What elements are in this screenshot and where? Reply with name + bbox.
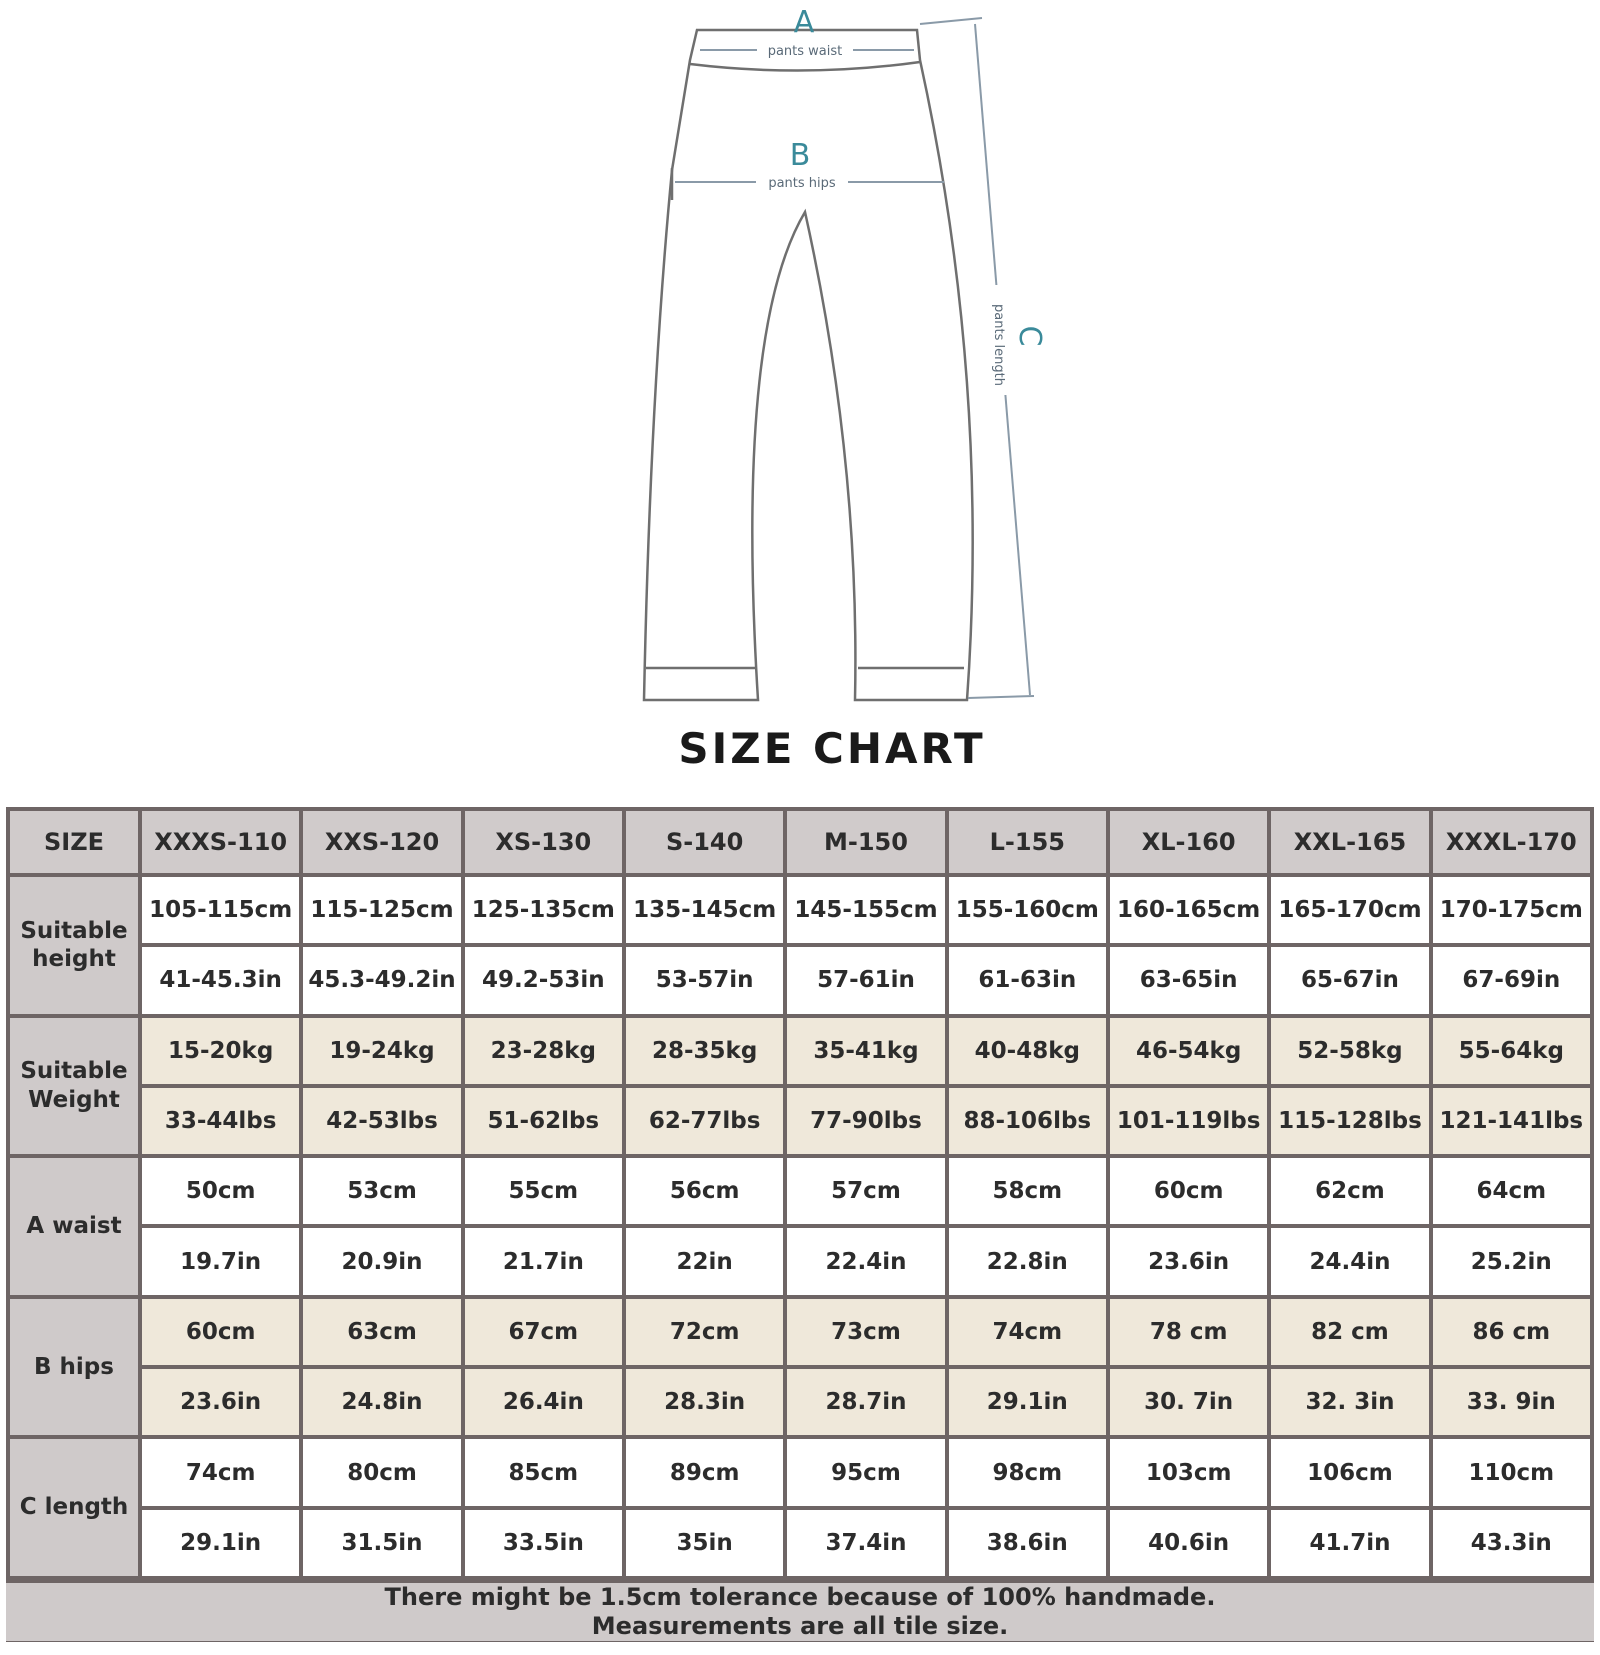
size-header-cell: XXL-165 xyxy=(1271,811,1428,873)
measurement-label: Suitable Weight xyxy=(10,1018,138,1155)
table-cell: 125-135cm xyxy=(465,877,622,943)
table-cell: 145-155cm xyxy=(787,877,944,943)
table-cell: 74cm xyxy=(142,1439,299,1505)
table-row xyxy=(10,1369,1590,1435)
table-cell: 23-28kg xyxy=(465,1018,622,1084)
table-cell: 67-69in xyxy=(1433,947,1590,1013)
table-cell: 32. 3in xyxy=(1271,1369,1428,1435)
table-cell: 19.7in xyxy=(142,1228,299,1294)
table-cell: 55cm xyxy=(465,1158,622,1224)
table-cell: 19-24kg xyxy=(303,1018,460,1084)
table-cell: 78 cm xyxy=(1110,1299,1267,1365)
size-header-cell: XXS-120 xyxy=(303,811,460,873)
hips-letter: B xyxy=(789,138,811,173)
table-cell: 60cm xyxy=(142,1299,299,1365)
tolerance-note xyxy=(6,1583,1594,1641)
table-cell: 155-160cm xyxy=(949,877,1106,943)
table-cell: 35-41kg xyxy=(787,1018,944,1084)
size-header-cell: XS-130 xyxy=(465,811,622,873)
table-cell: 42-53lbs xyxy=(303,1088,460,1154)
table-cell: 22.4in xyxy=(787,1228,944,1294)
table-cell: 35in xyxy=(626,1510,783,1576)
pants-outline xyxy=(644,30,973,700)
size-header-label: SIZE xyxy=(10,811,138,873)
table-cell: 22.8in xyxy=(949,1228,1106,1294)
table-row xyxy=(10,1018,1590,1084)
tolerance-note-line-2: Measurements are all tile size. xyxy=(591,1612,1009,1640)
size-table xyxy=(6,807,1594,1580)
size-header-cell: XXXL-170 xyxy=(1433,811,1590,873)
table-cell: 64cm xyxy=(1433,1158,1590,1224)
table-cell: 28-35kg xyxy=(626,1018,783,1084)
table-cell: 33. 9in xyxy=(1433,1369,1590,1435)
measurement-label: A waist xyxy=(10,1158,138,1295)
table-cell: 101-119lbs xyxy=(1110,1088,1267,1154)
table-row xyxy=(10,947,1590,1013)
table-cell: 24.8in xyxy=(303,1369,460,1435)
table-cell: 41-45.3in xyxy=(142,947,299,1013)
table-cell: 53cm xyxy=(303,1158,460,1224)
waist-letter: A xyxy=(793,5,815,40)
size-header-cell: XXXS-110 xyxy=(142,811,299,873)
table-cell: 115-125cm xyxy=(303,877,460,943)
table-cell: 30. 7in xyxy=(1110,1369,1267,1435)
table-cell: 105-115cm xyxy=(142,877,299,943)
size-header-row xyxy=(10,811,1590,873)
table-cell: 98cm xyxy=(949,1439,1106,1505)
table-cell: 165-170cm xyxy=(1271,877,1428,943)
table-row xyxy=(10,1228,1590,1294)
size-header-cell: XL-160 xyxy=(1110,811,1267,873)
table-cell: 29.1in xyxy=(949,1369,1106,1435)
table-cell: 62-77lbs xyxy=(626,1088,783,1154)
measurement-label: B hips xyxy=(10,1299,138,1436)
table-cell: 33.5in xyxy=(465,1510,622,1576)
tolerance-note-line-1: There might be 1.5cm tolerance because of 100% handmade. xyxy=(384,1583,1216,1611)
table-cell: 62cm xyxy=(1271,1158,1428,1224)
measurement-label: Suitable height xyxy=(10,877,138,1014)
table-cell: 33-44lbs xyxy=(142,1088,299,1154)
length-label: pants length xyxy=(991,304,1006,386)
table-cell: 50cm xyxy=(142,1158,299,1224)
table-cell: 53-57in xyxy=(626,947,783,1013)
table-cell: 40.6in xyxy=(1110,1510,1267,1576)
table-cell: 23.6in xyxy=(1110,1228,1267,1294)
table-cell: 110cm xyxy=(1433,1439,1590,1505)
size-table-body xyxy=(10,877,1590,1576)
table-cell: 160-165cm xyxy=(1110,877,1267,943)
table-cell: 135-145cm xyxy=(626,877,783,943)
table-cell: 22in xyxy=(626,1228,783,1294)
table-cell: 38.6in xyxy=(949,1510,1106,1576)
size-header-cell: M-150 xyxy=(787,811,944,873)
table-cell: 29.1in xyxy=(142,1510,299,1576)
table-row xyxy=(10,1299,1590,1365)
pants-waistband xyxy=(690,62,920,71)
table-cell: 24.4in xyxy=(1271,1228,1428,1294)
table-cell: 57cm xyxy=(787,1158,944,1224)
table-cell: 80cm xyxy=(303,1439,460,1505)
table-cell: 28.7in xyxy=(787,1369,944,1435)
table-cell: 45.3-49.2in xyxy=(303,947,460,1013)
waist-label: pants waist xyxy=(767,44,843,59)
length-top-tick xyxy=(920,18,982,24)
table-cell: 103cm xyxy=(1110,1439,1267,1505)
table-cell: 65-67in xyxy=(1271,947,1428,1013)
table-cell: 67cm xyxy=(465,1299,622,1365)
size-chart-title: SIZE CHART xyxy=(678,724,986,773)
table-cell: 46-54kg xyxy=(1110,1018,1267,1084)
table-cell: 52-58kg xyxy=(1271,1018,1428,1084)
table-cell: 170-175cm xyxy=(1433,877,1590,943)
table-cell: 41.7in xyxy=(1271,1510,1428,1576)
table-cell: 89cm xyxy=(626,1439,783,1505)
table-cell: 55-64kg xyxy=(1433,1018,1590,1084)
table-row xyxy=(10,1439,1590,1505)
table-cell: 21.7in xyxy=(465,1228,622,1294)
table-cell: 74cm xyxy=(949,1299,1106,1365)
table-row xyxy=(10,1088,1590,1154)
size-header-cell: L-155 xyxy=(949,811,1106,873)
table-cell: 25.2in xyxy=(1433,1228,1590,1294)
table-row xyxy=(10,1158,1590,1224)
table-cell: 15-20kg xyxy=(142,1018,299,1084)
table-cell: 95cm xyxy=(787,1439,944,1505)
table-cell: 43.3in xyxy=(1433,1510,1590,1576)
table-cell: 63-65in xyxy=(1110,947,1267,1013)
size-table-container xyxy=(6,807,1594,1642)
table-cell: 23.6in xyxy=(142,1369,299,1435)
table-cell: 61-63in xyxy=(949,947,1106,1013)
table-cell: 106cm xyxy=(1271,1439,1428,1505)
table-cell: 57-61in xyxy=(787,947,944,1013)
table-cell: 26.4in xyxy=(465,1369,622,1435)
table-cell: 20.9in xyxy=(303,1228,460,1294)
table-cell: 58cm xyxy=(949,1158,1106,1224)
table-cell: 51-62lbs xyxy=(465,1088,622,1154)
table-cell: 86 cm xyxy=(1433,1299,1590,1365)
length-letter: C xyxy=(1012,325,1047,347)
table-cell: 73cm xyxy=(787,1299,944,1365)
length-bottom-tick xyxy=(968,696,1034,698)
table-cell: 88-106lbs xyxy=(949,1088,1106,1154)
hips-label: pants hips xyxy=(768,176,836,191)
table-cell: 28.3in xyxy=(626,1369,783,1435)
table-cell: 121-141lbs xyxy=(1433,1088,1590,1154)
measurement-label: C length xyxy=(10,1439,138,1576)
table-cell: 37.4in xyxy=(787,1510,944,1576)
size-header-cell: S-140 xyxy=(626,811,783,873)
table-cell: 56cm xyxy=(626,1158,783,1224)
table-cell: 49.2-53in xyxy=(465,947,622,1013)
table-row xyxy=(10,1510,1590,1576)
table-cell: 63cm xyxy=(303,1299,460,1365)
table-cell: 72cm xyxy=(626,1299,783,1365)
pants-diagram xyxy=(0,0,1600,720)
table-cell: 77-90lbs xyxy=(787,1088,944,1154)
table-cell: 60cm xyxy=(1110,1158,1267,1224)
table-cell: 31.5in xyxy=(303,1510,460,1576)
table-cell: 85cm xyxy=(465,1439,622,1505)
table-row xyxy=(10,877,1590,943)
table-cell: 40-48kg xyxy=(949,1018,1106,1084)
table-cell: 82 cm xyxy=(1271,1299,1428,1365)
table-cell: 115-128lbs xyxy=(1271,1088,1428,1154)
